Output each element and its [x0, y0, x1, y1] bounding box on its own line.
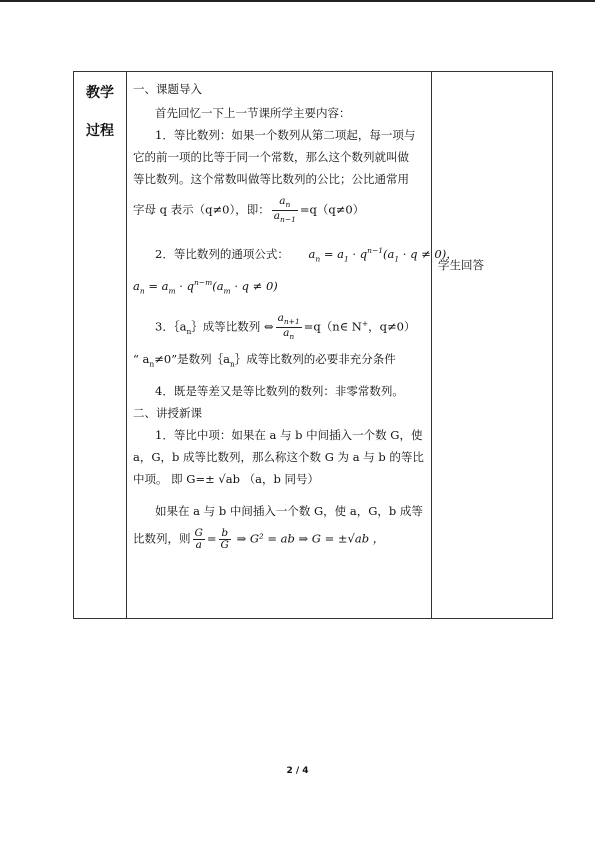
s2-p1-line2: a，G，b 成等比数列，那么称这个数 G 为 a 与 b 的等比: [133, 450, 424, 464]
frac2-num-sub: n+1: [283, 317, 300, 327]
s1-p3-post: =q（n∈ N: [303, 319, 362, 334]
formula2-tail: · q: [175, 278, 194, 293]
formula2-close: · q ≠ 0): [230, 278, 278, 293]
formula1-end: (a: [383, 246, 395, 261]
frac4-den: G: [220, 539, 229, 551]
s1-p2-line: 2．等比数列的通项公式： $a_n = a_1 \cdot q^{n-1}(a_1 \cdot q \ne 0)$，: [155, 246, 458, 264]
ratio-fraction: [272, 196, 298, 225]
frac2-den-sub: n: [289, 332, 295, 342]
student-answer-note: 学生回答: [438, 258, 484, 272]
s1-p1-line4-pre: 字母 q 表示（q≠0），即：: [133, 202, 270, 217]
section2-heading: 二、讲授新课: [133, 406, 202, 420]
s2-p1-line1: 1．等比中项：如果在 a 与 b 中间插入一个数 G，使: [155, 428, 423, 442]
formula2-rest: = a: [144, 278, 169, 293]
s2-p2-line2: [133, 528, 384, 551]
section1-intro: 首先回忆一下上一节课所学主要内容：: [155, 106, 351, 120]
frac2-den: a: [283, 327, 290, 340]
s1-p3-line: 3．$\{a_n\}$成等比数列 ⇔ $\frac{a_{n+1}}{a_n}$ =q（n∈ N+，q≠0）: [155, 312, 416, 342]
label-teaching: 教学: [86, 85, 114, 101]
s1-p1-line1: 1．等比数列：如果一个数列从第二项起，每一项与: [155, 128, 416, 142]
page-number: 2 / 4: [286, 766, 309, 776]
frac-num-sub: n: [285, 200, 291, 210]
s1-p2-formula2: $a_n = a_m \cdot q^{n-m}(a_m \cdot q \ne 0)$: [133, 278, 278, 296]
frac2-num: a: [277, 312, 284, 324]
s1-p1-line4: [133, 196, 364, 225]
g-over-a-fraction: [193, 528, 205, 551]
s1-p1-line4-post: =q（q≠0）: [299, 202, 365, 217]
formula1-tail: · q: [348, 246, 368, 261]
b-over-g-fraction: [219, 528, 231, 551]
formula1-close: · q ≠ 0)，: [399, 246, 458, 261]
s2-p2-eq: =: [206, 531, 217, 546]
formula1-rest: = a: [320, 246, 344, 261]
frac4-num: b: [219, 528, 231, 540]
content-cell: [127, 72, 458, 619]
s1-p3b-end: ｝成等比数列的必要非充分条件: [234, 352, 396, 366]
s1-p3-end: ，q≠0）: [368, 319, 416, 334]
s1-p3-pre: 3．｛a: [155, 319, 187, 334]
label-process: 过程: [86, 123, 114, 139]
s2-p2-post: ⇒ G² = ab ⇒ G = ±√ab ，: [232, 531, 385, 546]
s1-p3b-line: “ $a_n\ne 0$”是数列$\{a_n\}$成等比数列的必要非充分条件: [133, 352, 396, 369]
formula2-a: a: [133, 278, 140, 293]
lesson-table: [73, 71, 553, 619]
s2-p1-line3: 中项。 即 G=± √ab （a，b 同号）: [133, 472, 319, 486]
note-cell: [432, 72, 553, 619]
s1-p2-pre: 2．等比数列的通项公式：: [155, 246, 289, 261]
header-rule: [0, 0, 595, 2]
s1-p4: 4．既是等差又是等比数列的数列：非零常数列。: [155, 384, 404, 398]
s1-p3b-pre: “ a: [133, 352, 150, 366]
frac3-num: G: [194, 527, 203, 539]
formula1-a: a: [308, 246, 316, 261]
s2-p2-line1: 如果在 a 与 b 中间插入一个数 G，使 a，G，b 成等: [155, 504, 423, 518]
frac-den: a: [273, 210, 281, 223]
label-cell: [74, 72, 127, 619]
s1-p3b-post: ≠0”是数列｛a: [154, 352, 230, 366]
s1-p3-mid: ｝成等比数列 ⇔: [191, 319, 274, 334]
formula2-end: (a: [212, 278, 224, 293]
frac-num: a: [279, 195, 286, 207]
frac3-den: a: [195, 539, 202, 551]
s1-p1-line3: 等比数列。这个常数叫做等比数列的公比；公比通常用: [133, 172, 409, 186]
ratio-fraction-2: [276, 313, 302, 342]
s2-p2-pre: 比数列，则: [133, 531, 191, 546]
section1-heading: 一、课题导入: [133, 82, 202, 96]
s1-p1-line2: 它的前一项的比等于同一个常数，那么这个数列就叫做: [133, 150, 409, 164]
frac-den-sub: n−1: [280, 215, 296, 225]
